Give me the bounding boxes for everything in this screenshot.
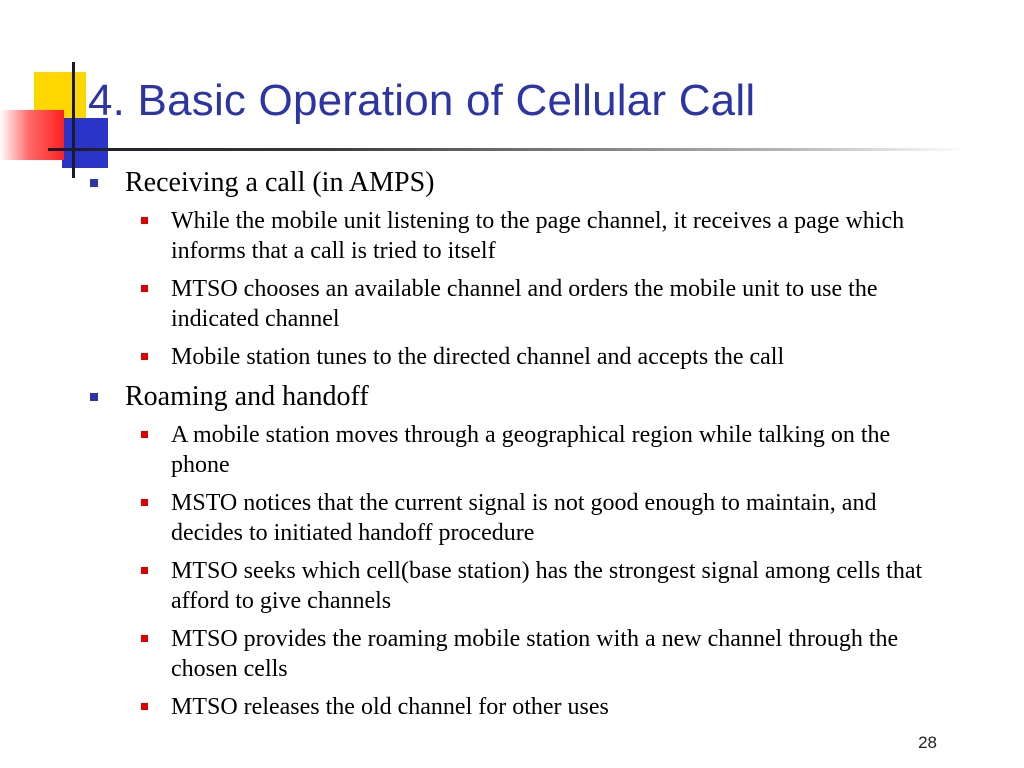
bullet-level2	[133, 692, 938, 722]
section-heading: Receiving a call (in AMPS)	[125, 167, 435, 198]
bullet-text: MTSO releases the old channel for other uses	[171, 694, 609, 720]
logo-red-bar	[0, 110, 64, 160]
square-bullet-icon	[141, 217, 148, 224]
bullet-level1	[88, 166, 938, 200]
square-bullet-icon	[141, 635, 148, 642]
section-receiving-call	[88, 166, 938, 372]
bullet-text: MTSO seeks which cell(base station) has the strongest signal among cells that afford to give channels	[171, 558, 923, 614]
bullet-text: MSTO notices that the current signal is not good enough to maintain, and decides to initiated handoff procedure	[171, 490, 877, 546]
bullet-text: MTSO provides the roaming mobile station with a new channel through the chosen cells	[171, 626, 899, 682]
page-number: 28	[918, 733, 937, 752]
square-bullet-icon	[141, 703, 148, 710]
slide-title: 4. Basic Operation of Cellular Call	[88, 76, 756, 125]
logo-vertical-line	[72, 62, 75, 178]
section-heading: Roaming and handoff	[125, 381, 369, 412]
square-bullet-icon	[90, 393, 98, 401]
slide-content	[88, 166, 938, 730]
bullet-level2	[133, 624, 938, 684]
bullet-level2	[133, 274, 938, 334]
bullet-text: MTSO chooses an available channel and orders the mobile unit to use the indicated channel	[171, 276, 878, 332]
bullet-level2	[133, 556, 938, 616]
section-roaming-handoff	[88, 380, 938, 722]
square-bullet-icon	[141, 353, 148, 360]
square-bullet-icon	[90, 179, 98, 187]
bullet-text: A mobile station moves through a geographical region while talking on the phone	[171, 422, 891, 478]
bullet-text: While the mobile unit listening to the page channel, it receives a page which informs that a call is tried to itself	[171, 208, 905, 264]
square-bullet-icon	[141, 567, 148, 574]
title-underline	[48, 148, 968, 151]
square-bullet-icon	[141, 499, 148, 506]
bullet-level2	[133, 206, 938, 266]
bullet-text: Mobile station tunes to the directed channel and accepts the call	[171, 344, 785, 370]
bullet-level2	[133, 420, 938, 480]
square-bullet-icon	[141, 431, 148, 438]
bullet-level1	[88, 380, 938, 414]
bullet-level2	[133, 342, 938, 372]
bullet-level2	[133, 488, 938, 548]
square-bullet-icon	[141, 285, 148, 292]
